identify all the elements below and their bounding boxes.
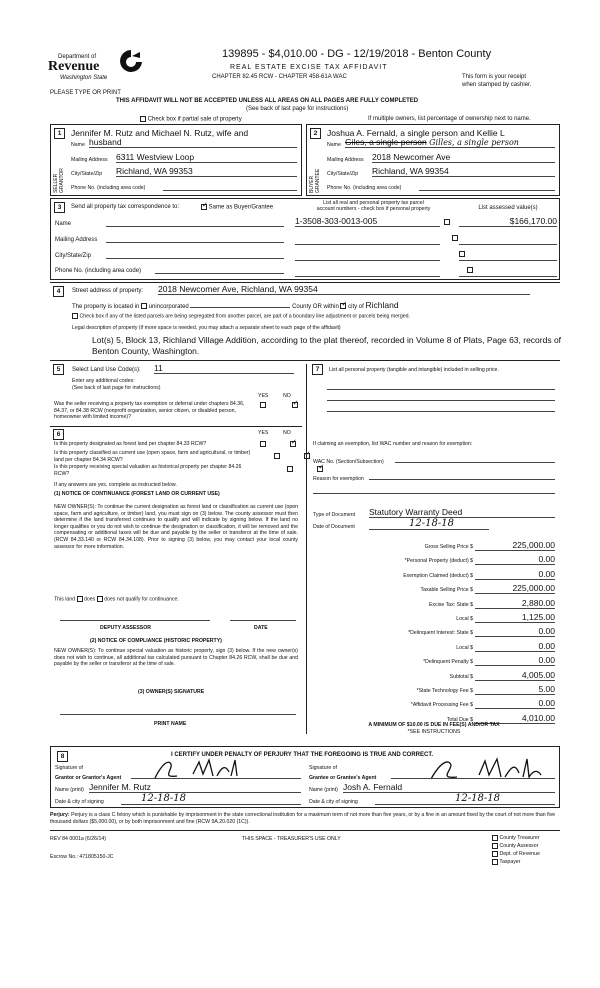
tax-line-row bbox=[307, 670, 561, 682]
corr-mailing-input[interactable] bbox=[106, 235, 284, 243]
tax-line-row bbox=[307, 698, 561, 710]
parcel-personal-checkbox[interactable] bbox=[444, 219, 450, 225]
tax-line-label: *State Technology Fee $ bbox=[416, 688, 473, 694]
section-number-5: 5 bbox=[53, 364, 64, 375]
tax-line-value[interactable]: 225,000.00 bbox=[475, 583, 555, 594]
tax-line-label: *Personal Property (deduct) $ bbox=[404, 558, 473, 565]
grantee-agent-label: Grantee or Grantee's Agent bbox=[309, 775, 377, 781]
buyer-side-label: BUYER GRANTEE bbox=[309, 168, 321, 193]
personal-line-2[interactable] bbox=[327, 395, 555, 401]
receipt-note2: when stamped by cashier. bbox=[462, 82, 532, 88]
same-as-buyer-checkbox[interactable] bbox=[201, 204, 207, 210]
copy-taxpayer-label: Taxpayer bbox=[499, 859, 521, 865]
grantor-name[interactable]: Jennifer M. Rutz bbox=[89, 782, 301, 793]
copy-taxpayer bbox=[492, 858, 540, 866]
grantor-date[interactable]: 12-18-18 bbox=[121, 793, 301, 805]
tax-line-label: Total Due $ bbox=[446, 716, 473, 723]
unincorporated-checkbox[interactable] bbox=[141, 303, 147, 309]
additional-codes-label: Enter any additional codes: bbox=[72, 378, 135, 384]
grantee-date-label: Date & city of signing bbox=[309, 799, 358, 805]
section-1-seller bbox=[50, 124, 302, 196]
seller-mailing-label: Mailing Address bbox=[71, 157, 108, 163]
send-label: Send all property tax correspondence to: bbox=[71, 204, 180, 210]
wac-label: WAC No. (Section/Subsection) bbox=[313, 459, 384, 465]
tax-line-value[interactable]: 4,005.00 bbox=[475, 670, 555, 681]
assessed-value[interactable]: $166,170.00 bbox=[459, 216, 557, 227]
corr-name-label: Name bbox=[55, 221, 72, 227]
parcel-number[interactable]: 1-3508-303-0013-005 bbox=[295, 216, 440, 227]
partial-sale-label: Check box if partial sale of property bbox=[147, 116, 242, 123]
parcel-row4[interactable] bbox=[295, 269, 440, 277]
copy-assessor-label: County Assessor bbox=[499, 843, 539, 849]
partial-sale-checkbox[interactable] bbox=[140, 116, 146, 122]
grantor-agent-label: Grantor or Grantor's Agent bbox=[55, 775, 122, 781]
buyer-name-line2[interactable] bbox=[345, 137, 555, 148]
corr-city-input[interactable] bbox=[106, 251, 284, 259]
grantor-sig-of: Signature of bbox=[55, 765, 83, 771]
street-label: Street address of property: bbox=[72, 288, 144, 294]
tax-line-label: *Affidavit Processing Fee $ bbox=[410, 702, 473, 709]
seller-name-line1: Jennifer M. Rutz and Michael N. Rutz, wife and bbox=[71, 128, 249, 138]
copy-county-treasurer bbox=[492, 834, 540, 842]
deputy-date-line[interactable] bbox=[230, 613, 296, 621]
compliance-title: (2) NOTICE OF COMPLIANCE (HISTORIC PROPERTY) bbox=[90, 638, 222, 644]
tax-line-label: Excise Tax: State $ bbox=[428, 601, 473, 608]
grantee-name[interactable]: Josh A. Fernald bbox=[343, 782, 555, 793]
tax-line-value[interactable]: 1,125.00 bbox=[475, 612, 555, 623]
legal-label: Legal description of property (if more space is needed, you may attach a separate sheet to each page of the affidavit) bbox=[72, 325, 341, 331]
min-fee-note: A MINIMUM OF $10.00 IS DUE IN FEE(S) AND/OR TAX bbox=[368, 722, 500, 728]
sec5-yes-header: YES bbox=[258, 393, 269, 399]
grantee-date[interactable]: 12-18-18 bbox=[375, 793, 555, 805]
sec6-q3-yes[interactable] bbox=[287, 466, 293, 472]
buyer-name-handwritten: Gilles, a single person bbox=[429, 138, 519, 147]
seller-mailing[interactable]: 6311 Westview Loop bbox=[116, 152, 297, 163]
instructions-note: (See back of last page for instructions) bbox=[246, 106, 349, 112]
this-land-label: This land bbox=[54, 596, 76, 603]
corr-mailing-label: Mailing Address bbox=[55, 237, 98, 243]
reason-input[interactable] bbox=[369, 474, 555, 480]
tax-line-value[interactable]: 2,880.00 bbox=[475, 598, 555, 609]
sec6-yes-header: YES bbox=[258, 430, 269, 436]
certify-statement: I CERTIFY UNDER PENALTY OF PERJURY THAT THE FOREGOING IS TRUE AND CORRECT. bbox=[171, 752, 434, 758]
legal-description[interactable]: Lot(s) 5, Block 13, Richland Village Addition, according to the plat thereof, recorded in Volume 8 of Plats, Page 63, records of Benton County, Washington. bbox=[92, 335, 562, 356]
grantee-name-label: Name (print) bbox=[309, 787, 338, 793]
wac-input[interactable] bbox=[395, 457, 555, 463]
see-instructions: *SEE INSTRUCTIONS bbox=[407, 729, 461, 735]
tax-line-value[interactable]: 0.00 bbox=[475, 626, 555, 637]
parcel-row2[interactable] bbox=[295, 237, 440, 245]
form-subtitle: CHAPTER 82.45 RCW - CHAPTER 458-61A WAC bbox=[212, 74, 347, 80]
section-3-correspondence bbox=[50, 198, 560, 280]
section-number-8: 8 bbox=[57, 751, 68, 762]
agency-line1: Department of bbox=[58, 54, 97, 60]
buyer-name-line1: Joshua A. Fernald, a single person and Kellie L bbox=[327, 128, 505, 138]
section-5-divider bbox=[50, 360, 560, 361]
form-title: REAL ESTATE EXCISE TAX AFFIDAVIT bbox=[230, 64, 388, 71]
continuance-title: (1) NOTICE OF CONTINUANCE (FOREST LAND OR CURRENT USE) bbox=[54, 491, 220, 497]
buyer-mailing-label: Mailing Address bbox=[327, 157, 364, 163]
segregated-row bbox=[72, 313, 410, 319]
dor-logo bbox=[48, 48, 148, 88]
grantee-signature bbox=[427, 757, 547, 783]
assessed-row3[interactable] bbox=[459, 253, 557, 261]
same-as-buyer[interactable] bbox=[201, 204, 273, 211]
tax-line-value[interactable]: 4,010.00 bbox=[475, 713, 555, 724]
grantor-date-label: Date & city of signing bbox=[55, 799, 104, 805]
segregated-label: Check box if any of the listed parcels are being segregated from another parcel, are part of a boundary line adjustment or parcels being merged. bbox=[79, 313, 410, 320]
seller-phone-label: Phone No. (including area code) bbox=[71, 185, 146, 191]
sec6-if-yes: If any answers are yes, complete as instructed below. bbox=[54, 482, 177, 488]
tax-line-value[interactable]: 5.00 bbox=[475, 684, 555, 695]
does-checkbox[interactable] bbox=[77, 596, 83, 602]
perjury-notice bbox=[50, 812, 562, 826]
reason-input-2[interactable] bbox=[313, 488, 555, 494]
grantor-name-label: Name (print) bbox=[55, 787, 84, 793]
tax-line-row bbox=[307, 626, 561, 638]
tax-line-label: Exemption Claimed (deduct) $ bbox=[403, 572, 473, 579]
copy-treasurer-checkbox[interactable] bbox=[492, 835, 498, 841]
parcel-row2-checkbox[interactable] bbox=[452, 235, 458, 241]
deputy-date-label: DATE bbox=[254, 625, 268, 631]
city-of-label: city of bbox=[348, 304, 364, 310]
section-number-3: 3 bbox=[54, 202, 65, 213]
copy-distribution bbox=[492, 834, 540, 866]
does-label: does bbox=[83, 596, 96, 603]
agency-line3: Washington State bbox=[60, 75, 108, 81]
sec5-no-header: NO bbox=[283, 393, 291, 399]
compliance-text: NEW OWNER(S): To continue special valuation as historic property, sign (3) below. If the new owner(s) does not wish to continue, all additional tax calculated pursuant to Chapter 84.26 RCW, shall be due and payable by the seller or transferor at the time of sale. bbox=[54, 648, 298, 668]
assessed-row2[interactable] bbox=[459, 237, 557, 245]
parcel-row3[interactable] bbox=[295, 253, 440, 261]
tax-line-value[interactable]: 0.00 bbox=[475, 569, 555, 580]
section-number-6: 6 bbox=[53, 429, 64, 440]
perjury-text: Perjury is a class C felony which is punishable by imprisonment in the state correctional institution for a maximum term of not more than five years, or by a fine in an amount fixed by the court of not more than five thousand dollars ($5,000.00), or by both imprisonment and fine (RCW 9A.20.020 (1C)). bbox=[50, 812, 556, 825]
parcel-header bbox=[291, 200, 456, 212]
sec5-question: Was the seller receiving a property tax exemption or deferral under chapters 84.36, 84.37, or 84.38 RCW (nonprofit organization, senior citizen, or disabled person, homeowner with limited income)? bbox=[54, 401, 245, 420]
assessed-row4[interactable] bbox=[459, 269, 557, 277]
does-not-label: does not qualify for continuance. bbox=[104, 596, 179, 603]
sec5-q1-yes[interactable] bbox=[260, 402, 266, 408]
owner-signature-line[interactable] bbox=[60, 707, 296, 715]
sec6-q1-no[interactable] bbox=[290, 441, 296, 447]
parcel-header-line1: List all real and personal property tax parcel bbox=[323, 200, 424, 206]
buyer-phone[interactable] bbox=[419, 183, 555, 191]
doc-date[interactable]: 12-18-18 bbox=[369, 518, 489, 530]
copy-county-assessor bbox=[492, 842, 540, 850]
corr-name-input[interactable] bbox=[106, 219, 284, 227]
tax-line-value[interactable]: 0.00 bbox=[475, 698, 555, 709]
reason-label: Reason for exemption bbox=[313, 476, 364, 482]
unincorporated-label: unincorporated bbox=[148, 304, 189, 310]
copy-dept-revenue bbox=[492, 850, 540, 858]
rev-number: REV 84 0001a (6/26/14) bbox=[50, 836, 106, 842]
doc-type[interactable]: Statutory Warranty Deed bbox=[369, 507, 555, 518]
sec5-q1-no[interactable] bbox=[292, 402, 298, 408]
parcel-header-line2: account numbers - check box if personal property bbox=[316, 206, 431, 212]
dor-emblem-icon bbox=[118, 48, 144, 76]
copy-assessor-checkbox[interactable] bbox=[492, 843, 498, 849]
city-of-checkbox[interactable] bbox=[340, 303, 346, 309]
owner-signature-label: (3) OWNER(S) SIGNATURE bbox=[138, 689, 205, 695]
tax-line-value[interactable]: 0.00 bbox=[475, 554, 555, 565]
seller-phone[interactable] bbox=[163, 183, 297, 191]
receipt-note1: This form is your receipt bbox=[462, 74, 527, 80]
sec6-q3: Is this property receiving special valuation as historical property per chapter 84.26 RCW? bbox=[54, 464, 242, 477]
buyer-name-label: Name bbox=[327, 142, 341, 148]
deputy-signature-line[interactable] bbox=[60, 613, 210, 621]
sec6-q1-yes[interactable] bbox=[260, 441, 266, 447]
partial-sale-check[interactable] bbox=[140, 116, 242, 123]
copy-dor-checkbox[interactable] bbox=[492, 851, 498, 857]
perjury-label: Perjury: bbox=[50, 812, 70, 818]
tax-line-label: Local $ bbox=[456, 644, 473, 651]
section-4-divider bbox=[50, 282, 560, 283]
qualify-row bbox=[54, 596, 179, 602]
section-number-7: 7 bbox=[312, 364, 323, 375]
tax-line-row bbox=[307, 540, 561, 552]
corr-city-label: City/State/Zip bbox=[55, 253, 92, 259]
assessed-header: List assessed value(s) bbox=[478, 205, 538, 211]
tax-line-row bbox=[307, 655, 561, 667]
section-8-certification bbox=[50, 746, 560, 808]
same-as-buyer-label: Same as Buyer/Grantee bbox=[208, 204, 274, 211]
seller-city-label: City/State/Zip bbox=[71, 171, 103, 177]
tax-line-row bbox=[307, 569, 561, 581]
tax-line-row bbox=[307, 684, 561, 696]
sec6-q1: Is this property designated as forest land per chapter 84.33 RCW? bbox=[54, 441, 207, 447]
location-row bbox=[72, 300, 399, 310]
print-note: PLEASE TYPE OR PRINT bbox=[50, 90, 121, 96]
county-or-within-label: County OR within bbox=[292, 304, 339, 310]
corr-phone-label: Phone No. (including area code) bbox=[55, 268, 142, 274]
personal-line-1[interactable] bbox=[327, 384, 555, 390]
street-address[interactable]: 2018 Newcomer Ave, Richland, WA 99354 bbox=[158, 284, 530, 295]
buyer-city[interactable]: Richland, WA 99354 bbox=[372, 166, 555, 177]
copy-taxpayer-checkbox[interactable] bbox=[492, 859, 498, 865]
grantee-sig-of: Signature of bbox=[309, 765, 337, 771]
escrow-number: Escrow No.: 471805150-JC bbox=[50, 854, 114, 860]
section-number-4: 4 bbox=[53, 286, 64, 297]
personal-line-3[interactable] bbox=[327, 406, 555, 412]
doc-date-label: Date of Document bbox=[313, 524, 355, 530]
section-number-2: 2 bbox=[310, 128, 321, 139]
seller-side-label: SELLER GRANTOR bbox=[53, 168, 65, 193]
does-not-checkbox[interactable] bbox=[97, 596, 103, 602]
buyer-city-label: City/State/Zip bbox=[327, 171, 359, 177]
section-6-classification bbox=[50, 426, 302, 740]
tax-line-row bbox=[307, 612, 561, 624]
print-name-label: PRINT NAME bbox=[154, 721, 187, 727]
property-city[interactable]: Richland bbox=[365, 300, 399, 310]
tax-line-row bbox=[307, 598, 561, 610]
tax-line-row bbox=[307, 641, 561, 653]
seller-city[interactable]: Richland, WA 99353 bbox=[116, 166, 297, 177]
tax-line-value[interactable]: 0.00 bbox=[475, 641, 555, 652]
section-7-tax bbox=[306, 364, 560, 734]
exemption-label: If claiming an exemption, list WAC number and reason for exemption: bbox=[313, 441, 473, 447]
tax-line-label: *Delinquent Interest: State $ bbox=[408, 630, 473, 637]
treasurer-space: THIS SPACE - TREASURER'S USE ONLY bbox=[242, 836, 341, 842]
copy-dor-label: Dept. of Revenue bbox=[499, 851, 540, 857]
grantor-signature-line[interactable] bbox=[131, 773, 301, 779]
section-number-1: 1 bbox=[54, 128, 65, 139]
deputy-label: DEPUTY ASSESSOR bbox=[100, 625, 152, 631]
land-use-code[interactable]: 11 bbox=[154, 363, 294, 374]
segregated-checkbox[interactable] bbox=[72, 313, 78, 319]
tax-line-row bbox=[307, 583, 561, 595]
land-use-label: Select Land Use Code(s): bbox=[72, 367, 141, 373]
sec6-q2-yes[interactable] bbox=[274, 453, 280, 459]
located-in-label: The property is located in bbox=[72, 304, 140, 310]
personal-property-label: List all personal property (tangible and intangible) included in selling price. bbox=[329, 367, 499, 373]
seller-name-label: Name bbox=[71, 142, 85, 148]
buyer-phone-label: Phone No. (including area code) bbox=[327, 185, 402, 191]
corr-phone-input[interactable] bbox=[155, 266, 284, 274]
grantee-signature-line[interactable] bbox=[391, 773, 555, 779]
tax-line-label: Gross Selling Price $ bbox=[424, 544, 473, 550]
buyer-mailing[interactable]: 2018 Newcomer Ave bbox=[372, 152, 555, 163]
multiple-owners-note: If multiple owners, list percentage of ownership next to name. bbox=[368, 116, 531, 122]
continuance-text: NEW OWNER(S): To continue the current designation as forest land or classification as current use (open space, farm and agriculture, or timber) land, you must sign on (3) below. The county assessor must then determine if the land transferred continues to qualify and will indicate by signing below. If the land no longer qualifies or you do not wish to continue the designation or classification, it will be removed and the compensating or additional taxes will be due and payable by the seller or transferor at the time of sale. (RCW 84.33.140 or RCW 84.34.108). Prior to signing (3) below, you may contact your local county assessor for more information. bbox=[54, 504, 298, 550]
warning-banner: THIS AFFIDAVIT WILL NOT BE ACCEPTED UNLESS ALL AREAS ON ALL PAGES ARE FULLY COMPLETED bbox=[116, 98, 419, 104]
doc-type-label: Type of Document bbox=[313, 512, 356, 518]
tax-line-value[interactable]: 225,000.00 bbox=[475, 540, 555, 551]
footer-divider bbox=[50, 830, 560, 831]
tax-line-value[interactable]: 0.00 bbox=[475, 655, 555, 666]
sec6-q2: Is this property classified as current use (open space, farm and agricultural, or timber) land per chapter 84.34 RCW? bbox=[54, 450, 251, 463]
buyer-name-struck: Giles, a single person bbox=[345, 137, 427, 147]
county-input[interactable] bbox=[190, 301, 290, 308]
recording-stamp: 139895 - $4,010.00 - DG - 12/19/2018 - Benton County bbox=[222, 48, 492, 60]
seller-name-line2[interactable]: husband bbox=[89, 137, 297, 148]
section-2-buyer bbox=[306, 124, 560, 196]
tax-line-row bbox=[307, 554, 561, 566]
tax-line-label: Local $ bbox=[456, 616, 473, 622]
tax-line-label: Subtotal $ bbox=[449, 673, 473, 680]
agency-line2: Revenue bbox=[48, 59, 100, 74]
sec6-no-header: NO bbox=[283, 430, 291, 436]
tax-line-label: Taxable Selling Price $ bbox=[420, 587, 473, 594]
tax-line-label: *Delinquent Penalty $ bbox=[423, 659, 473, 666]
copy-treasurer-label: County Treasurer bbox=[499, 835, 540, 841]
see-back-label: (See back of last page for instructions) bbox=[72, 385, 161, 391]
